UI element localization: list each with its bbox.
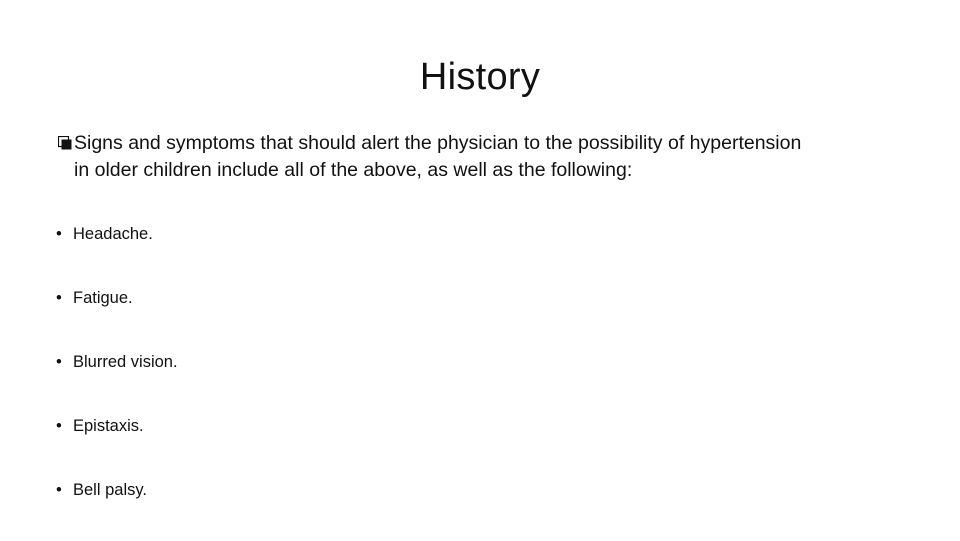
bullet-dot-icon: •	[56, 289, 62, 307]
bullet-dot-icon: •	[56, 417, 62, 435]
lead-line-2: in older children include all of the above, as well as the following:	[74, 159, 633, 181]
checkbox-square-bullet-icon	[58, 136, 72, 150]
list-item-text: Fatigue.	[73, 289, 133, 307]
slide-title: History	[419, 56, 541, 98]
lead-line-1: Signs and symptoms that should alert the physician to the possibility of hypertension	[74, 132, 802, 154]
list-item-text: Epistaxis.	[73, 417, 144, 435]
lead-paragraph	[74, 130, 924, 184]
list-item-text: Blurred vision.	[73, 353, 178, 371]
bullet-dot-icon: •	[56, 225, 62, 243]
list-item-text: Headache.	[73, 225, 153, 243]
bullet-dot-icon: •	[56, 481, 62, 499]
bullet-dot-icon: •	[56, 353, 62, 371]
list-item-text: Bell palsy.	[73, 481, 147, 499]
